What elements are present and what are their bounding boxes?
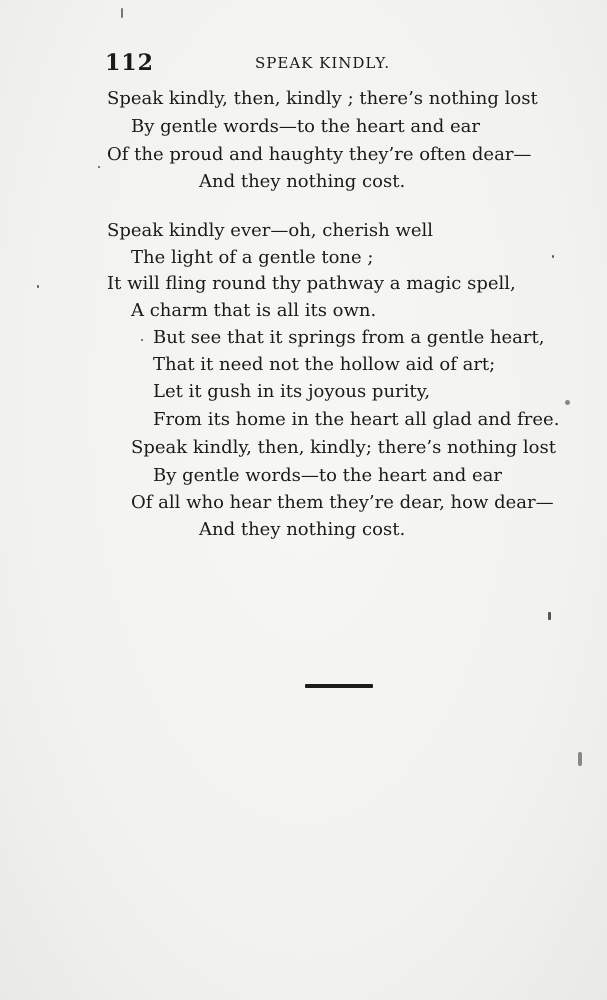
paper-speck <box>548 612 551 620</box>
poem-line: By gentle words—to the heart and ear <box>131 116 480 137</box>
poem-line: From its home in the heart all glad and free. <box>153 409 560 430</box>
poem-line: Let it gush in its joyous purity, <box>153 381 431 402</box>
poem-line: And they nothing cost. <box>199 171 406 192</box>
paper-speck <box>552 255 554 258</box>
poem-line: That it need not the hollow aid of art; <box>153 354 496 375</box>
paper-speck <box>121 8 123 18</box>
paper-speck <box>37 285 39 288</box>
page-number: 112 <box>105 50 154 76</box>
poem-line: It will fling round thy pathway a magic spell, <box>107 273 516 294</box>
poem-line: Speak kindly, then, kindly; there’s nothing lost <box>131 437 556 458</box>
poem-line: But see that it springs from a gentle heart, <box>153 327 545 348</box>
paper-speck <box>578 752 582 766</box>
poem-line: By gentle words—to the heart and ear <box>153 465 502 486</box>
poem-line: The light of a gentle tone ; <box>131 247 374 268</box>
paper-speck <box>141 339 143 341</box>
poem-line: Speak kindly ever—oh, cherish well <box>107 220 434 241</box>
poem-line: Of the proud and haughty they’re often dear— <box>107 144 532 165</box>
paper-speck <box>98 166 100 168</box>
page-header <box>105 50 565 80</box>
running-title: SPEAK KINDLY. <box>255 54 391 72</box>
end-rule <box>305 684 373 688</box>
poem-line: And they nothing cost. <box>199 519 406 540</box>
poem-line: Of all who hear them they’re dear, how dear— <box>131 492 554 513</box>
poem-line: A charm that is all its own. <box>131 300 377 321</box>
poem-line: Speak kindly, then, kindly ; there’s nothing lost <box>107 88 538 109</box>
paper-speck <box>565 400 570 405</box>
